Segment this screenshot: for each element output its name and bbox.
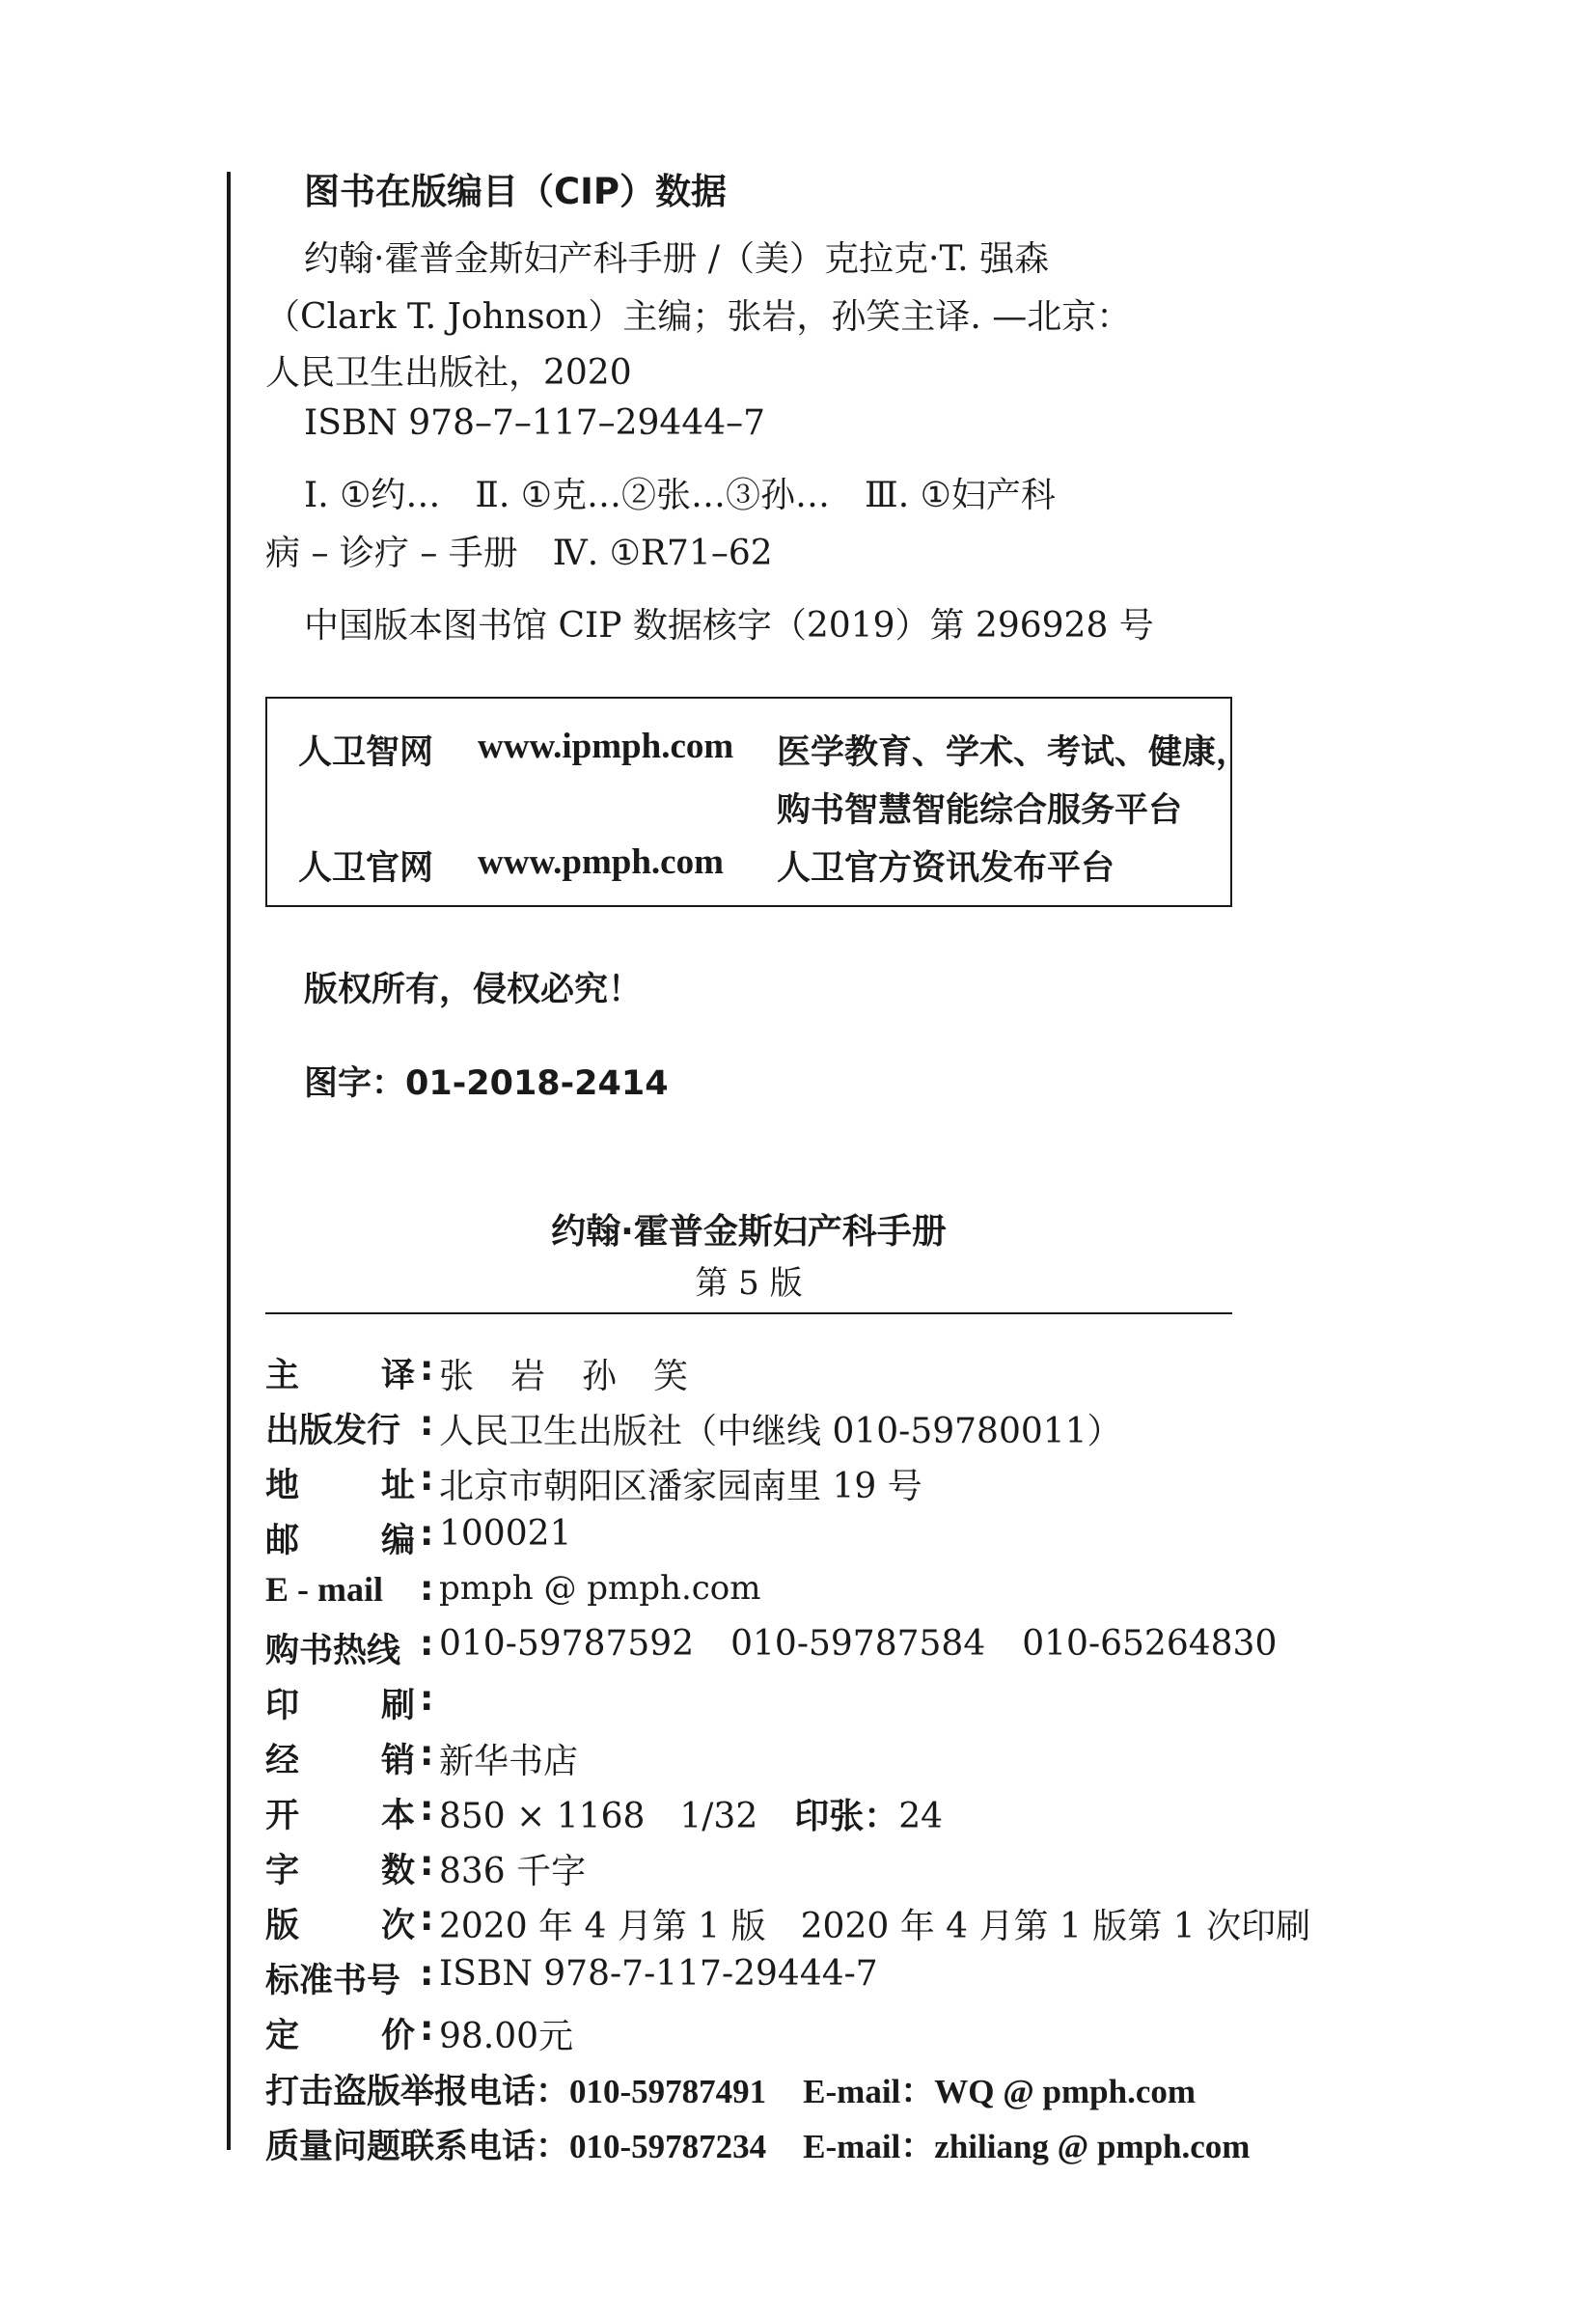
- site-url-ipmph[interactable]: www.ipmph.com: [478, 727, 734, 766]
- book-title: 约翰·霍普金斯妇产科手册: [551, 1212, 947, 1252]
- website-info-box: [265, 697, 1251, 907]
- site-desc-ipmph-line2: 购书智慧智能综合服务平台: [777, 791, 1183, 830]
- quality-report-line: 质量问题联系电话：010-59787234 E-mail：zhiliang @ pmph.com: [265, 2128, 1251, 2166]
- site-desc-pmph: 人卫官方资讯发布平台: [777, 849, 1115, 888]
- title-divider: [265, 1312, 1232, 1314]
- site-name-ipmph: 人卫智网: [298, 733, 434, 772]
- cip-line-title: 约翰·霍普金斯妇产科手册 /（美）克拉克·T. 强森: [304, 239, 1050, 279]
- site-url-pmph[interactable]: www.pmph.com: [478, 842, 724, 882]
- left-margin-rule: [227, 172, 231, 2150]
- cip-line-publisher: 人民卫生出版社，2020: [265, 353, 632, 393]
- site-name-pmph: 人卫官网: [298, 849, 434, 888]
- cip-line-classification: 病 – 诊疗 – 手册 Ⅳ. ①R71–62: [265, 534, 773, 573]
- translators-value: 张 岩 孙 笑: [439, 1357, 689, 1396]
- cip-heading: 图书在版编目（CIP）数据: [304, 171, 728, 212]
- copyright-notice: 版权所有，侵权必究！: [304, 971, 643, 1009]
- cip-line-record-number: 中国版本图书馆 CIP 数据核字（2019）第 296928 号: [304, 606, 1154, 646]
- book-edition: 第 5 版: [695, 1264, 803, 1303]
- cip-line-subject: Ⅰ. ①约… Ⅱ. ①克…②张…③孙… Ⅲ. ①妇产科: [304, 476, 1056, 515]
- site-desc-ipmph-line1: 医学教育、学术、考试、健康，: [777, 733, 1251, 772]
- cip-line-author: （Clark T. Johnson）主编；张岩，孙笑主译. —北京：: [265, 297, 1132, 337]
- piracy-report-line: 打击盗版举报电话：010-59787491 E-mail：WQ @ pmph.com: [265, 2073, 1197, 2111]
- copyright-permit-number: 图字：01-2018-2414: [304, 1064, 669, 1103]
- cip-line-isbn: ISBN 978–7–117–29444–7: [304, 403, 766, 443]
